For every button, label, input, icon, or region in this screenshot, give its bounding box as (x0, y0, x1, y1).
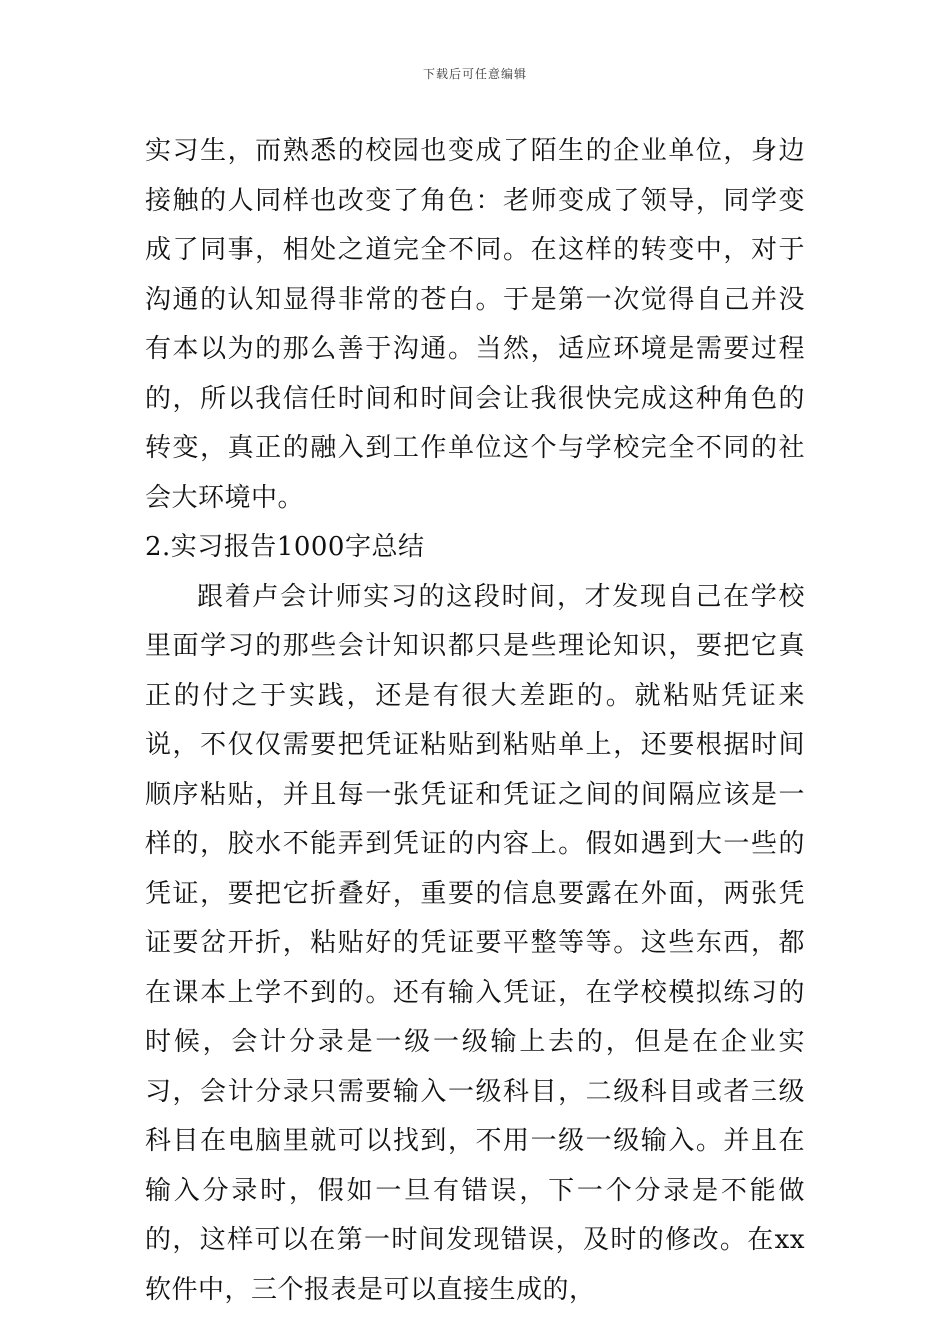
page-header: 下载后可任意编辑 (422, 67, 527, 81)
document-body (145, 127, 805, 1315)
section-heading: 2.实习报告1000字总结 (145, 532, 425, 562)
body-paragraph-2: 跟着卢会计师实习的这段时间，才发现自己在学校里面学习的那些会计知识都只是些理论知识，要把它真正的付之于实践，还是有很大差距的。就粘贴凭证来说，不仅仅需要把凭证粘贴到粘贴单上，还要根据时间顺序粘贴，并且每一张凭证和凭证之间的间隔应该是一样的，胶水不能弄到凭证的内容上。假如遇到大一些的凭证，要把它折叠好，重要的信息要露在外面，两张凭证要岔开折，粘贴好的凭证要平整等等。这些东西，都在课本上学不到的。还有输入凭证，在学校模拟练习的时候，会计分录是一级一级输上去的，但是在企业实习，会计分录只需要输入一级科目，二级科目或者三级科目在电脑里就可以找到，不用一级一级输入。并且在输入分录时，假如一旦有错误，下一个分录是不能做的，这样可以在第一时间发现错误，及时的修改。在xx软件中，三个报表是可以直接生成的， (145, 581, 805, 1305)
body-paragraph-1: 实习生，而熟悉的校园也变成了陌生的企业单位，身边接触的人同样也改变了角色：老师变成了领导，同学变成了同事，相处之道完全不同。在这样的转变中，对于沟通的认知显得非常的苍白。于是第一次觉得自己并没有本以为的那么善于沟通。当然，适应环境是需要过程的，所以我信任时间和时间会让我很快完成这种角色的转变，真正的融入到工作单位这个与学校完全不同的社会大环境中。 (145, 136, 805, 513)
